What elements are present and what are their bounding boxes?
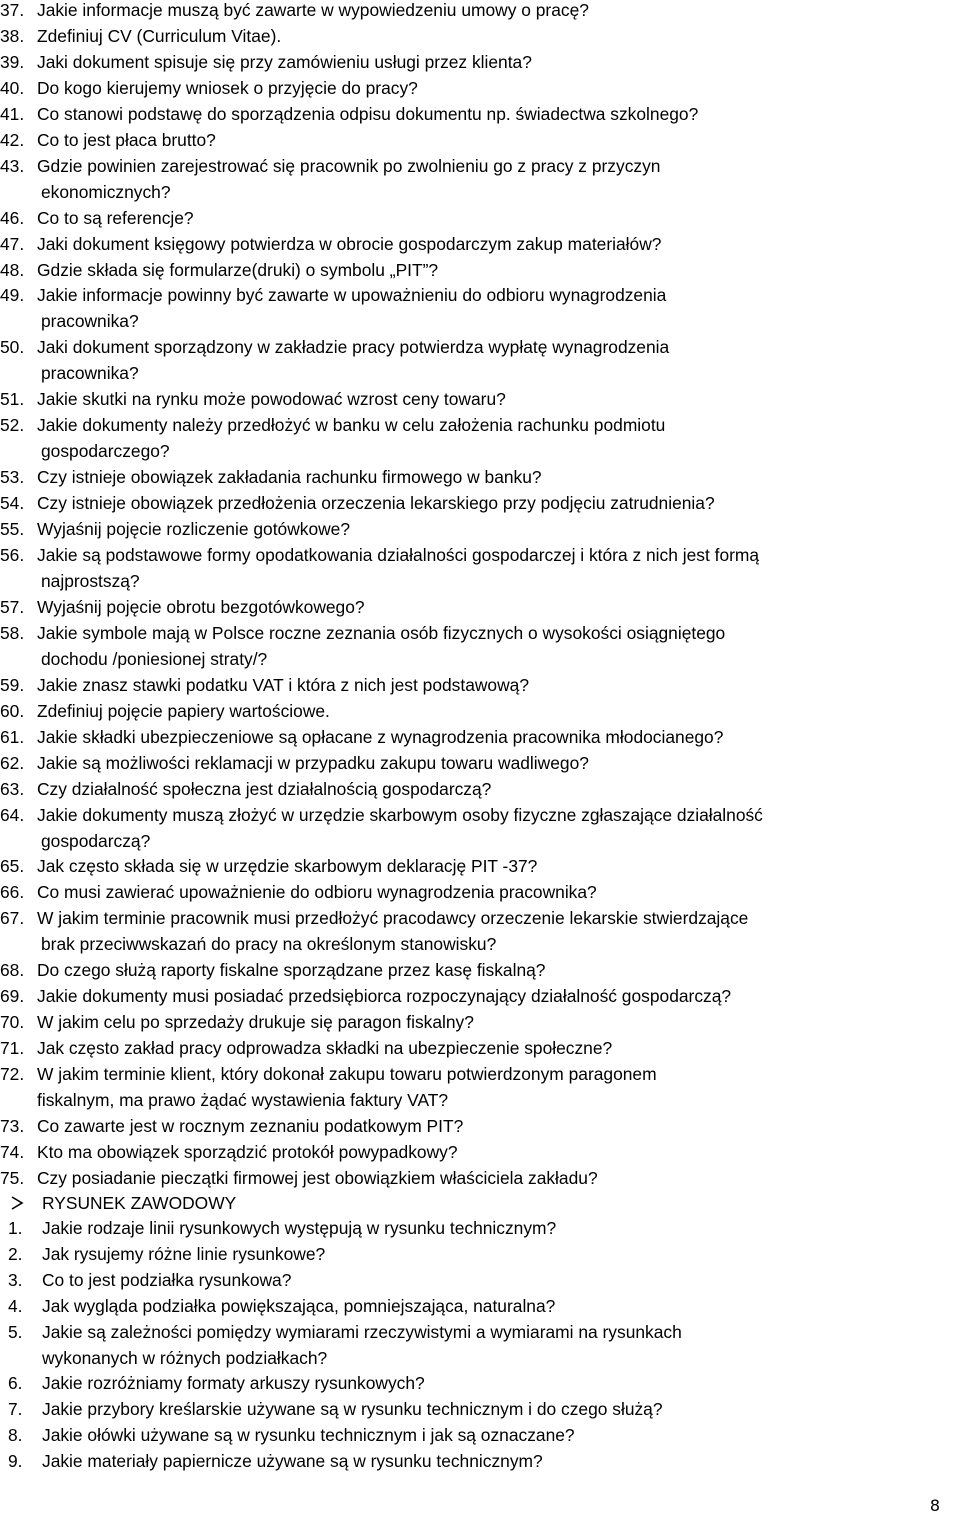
item-text: Do czego służą raporty fiskalne sporządzane przez kasę fiskalną?: [37, 960, 546, 981]
section-item: [0, 1242, 940, 1268]
item-number: 60.: [0, 700, 25, 721]
question-item: [0, 595, 958, 621]
question-item: [0, 1036, 958, 1062]
question-item: [0, 751, 958, 777]
item-number: 6.: [8, 1373, 23, 1394]
item-text: Gdzie powinien zarejestrować się pracownik po zwolnieniu go z pracy z przyczyn: [37, 155, 661, 176]
item-number: 54.: [0, 493, 25, 514]
section-list: [0, 1216, 940, 1475]
item-number: 47.: [0, 233, 25, 254]
question-item-continuation: [0, 309, 958, 335]
item-number: 46.: [0, 207, 25, 228]
question-item: [0, 413, 958, 439]
question-item: [0, 102, 958, 128]
item-number: 8.: [8, 1425, 23, 1446]
item-number: 67.: [0, 908, 25, 929]
item-text: ekonomicznych?: [41, 181, 171, 202]
item-number: 41.: [0, 103, 25, 124]
question-item: [0, 958, 958, 984]
item-text: W jakim celu po sprzedaży drukuje się paragon fiskalny?: [37, 1012, 474, 1033]
question-item-continuation: [0, 1088, 958, 1114]
item-text: Czy działalność społeczna jest działalnością gospodarczą?: [37, 778, 492, 799]
item-number: 74.: [0, 1141, 25, 1162]
item-text: Do kogo kierujemy wniosek o przyjęcie do pracy?: [37, 77, 418, 98]
item-number: 57.: [0, 596, 25, 617]
item-text: gospodarczego?: [41, 441, 170, 462]
question-item-continuation: [0, 361, 958, 387]
question-item: [0, 50, 958, 76]
item-text: Jakie skutki na rynku może powodować wzrost ceny towaru?: [37, 389, 506, 410]
item-number: 4.: [8, 1295, 23, 1316]
question-item: [0, 984, 958, 1010]
item-number: 71.: [0, 1038, 25, 1059]
question-item: [0, 1062, 958, 1088]
question-item: [0, 76, 958, 102]
item-number: 39.: [0, 51, 25, 72]
item-text: Co musi zawierać upoważnienie do odbioru wynagrodzenia pracownika?: [37, 882, 597, 903]
question-item: [0, 803, 958, 829]
item-number-spacer: [0, 439, 37, 465]
item-number-spacer: [0, 829, 37, 855]
item-text: brak przeciwwskazań do pracy na określonym stanowisku?: [41, 934, 497, 955]
section-heading: [0, 1190, 940, 1216]
item-number: 5.: [8, 1321, 23, 1342]
arrow-right-icon: [0, 1196, 42, 1210]
item-text: Co to jest podziałka rysunkowa?: [42, 1269, 292, 1290]
item-number: 63.: [0, 778, 25, 799]
question-item: [0, 621, 958, 647]
item-text: Wyjaśnij pojęcie obrotu bezgotówkowego?: [37, 596, 365, 617]
item-text: Jaki dokument sporządzony w zakładzie pracy potwierdza wypłatę wynagrodzenia: [37, 337, 670, 358]
question-item: [0, 880, 958, 906]
item-text: wykonanych w różnych podziałkach?: [42, 1347, 328, 1368]
item-number: 50.: [0, 337, 25, 358]
item-text: pracownika?: [41, 363, 139, 384]
page-number: 8: [929, 1496, 940, 1515]
item-text: W jakim terminie klient, który dokonał zakupu towaru potwierdzonym paragonem: [37, 1064, 657, 1085]
item-number-spacer: [0, 1346, 42, 1372]
item-number: 55.: [0, 519, 25, 540]
question-item: [0, 154, 958, 180]
question-item-continuation: [0, 932, 958, 958]
item-number: 65.: [0, 856, 25, 877]
item-number: 38.: [0, 25, 25, 46]
item-text: Gdzie składa się formularze(druki) o symbolu „PIT”?: [37, 259, 439, 280]
item-text: W jakim terminie pracownik musi przedłożyć pracodawcy orzeczenie lekarskie stwierdzające: [37, 908, 749, 929]
question-item: [0, 777, 958, 803]
item-text: Jakie informacje powinny być zawarte w upoważnieniu do odbioru wynagrodzenia: [37, 285, 667, 306]
question-item: [0, 491, 958, 517]
question-item: [0, 517, 958, 543]
section-title: RYSUNEK ZAWODOWY: [42, 1192, 237, 1213]
item-text: Jakie symbole mają w Polsce roczne zeznania osób fizycznych o wysokości osiągniętego: [37, 622, 726, 643]
item-number: 68.: [0, 960, 25, 981]
item-text: pracownika?: [41, 311, 139, 332]
item-text: najprostszą?: [41, 570, 140, 591]
question-item: [0, 232, 958, 258]
item-number: 62.: [0, 752, 25, 773]
item-number: 56.: [0, 545, 25, 566]
question-item-continuation: [0, 829, 958, 855]
item-number: 72.: [0, 1064, 25, 1085]
item-text: Jakie rozróżniamy formaty arkuszy rysunkowych?: [42, 1373, 425, 1394]
item-number: 43.: [0, 155, 25, 176]
item-number-spacer: [0, 1088, 37, 1114]
item-number: 40.: [0, 77, 25, 98]
item-number: 37.: [0, 0, 25, 20]
item-number-spacer: [0, 932, 37, 958]
item-number: 64.: [0, 804, 25, 825]
question-item-continuation: [0, 569, 958, 595]
section-item: [0, 1216, 940, 1242]
section-item-continuation: [0, 1346, 940, 1372]
section-item: [0, 1397, 940, 1423]
item-number: 49.: [0, 285, 25, 306]
question-item: [0, 283, 958, 309]
item-number: 58.: [0, 622, 25, 643]
question-item: [0, 673, 958, 699]
section-item: [0, 1449, 940, 1475]
question-item-continuation: [0, 439, 958, 465]
item-number-spacer: [0, 647, 37, 673]
item-text: Jak często zakład pracy odprowadza składki na ubezpieczenie społeczne?: [37, 1038, 613, 1059]
item-text: Co stanowi podstawę do sporządzenia odpisu dokumentu np. świadectwa szkolnego?: [37, 103, 699, 124]
item-number: 42.: [0, 129, 25, 150]
item-number: 69.: [0, 986, 25, 1007]
question-item: [0, 258, 958, 284]
question-item-continuation: [0, 647, 958, 673]
item-text: Wyjaśnij pojęcie rozliczenie gotówkowe?: [37, 519, 351, 540]
item-number: 1.: [8, 1218, 23, 1238]
item-text: Jakie informacje muszą być zawarte w wypowiedzeniu umowy o pracę?: [37, 0, 589, 20]
item-text: Jakie rodzaje linii rysunkowych występują w rysunku technicznym?: [42, 1218, 557, 1238]
question-item: [0, 1010, 958, 1036]
item-number: 75.: [0, 1167, 25, 1188]
item-text: Jakie dokumenty należy przedłożyć w banku w celu założenia rachunku podmiotu: [37, 415, 666, 436]
question-item: [0, 1140, 958, 1166]
item-number: 7.: [8, 1399, 23, 1420]
item-text: Jakie przybory kreślarskie używane są w rysunku technicznym i do czego służą?: [42, 1399, 663, 1420]
question-item: [0, 1166, 958, 1192]
item-text: Co zawarte jest w rocznym zeznaniu podatkowym PIT?: [37, 1115, 464, 1136]
item-number-spacer: [0, 180, 37, 206]
question-item: [0, 0, 958, 24]
section-rysunek-zawodowy: [0, 1190, 940, 1475]
item-text: Jakie ołówki używane są w rysunku technicznym i jak są oznaczane?: [42, 1425, 575, 1446]
item-number: 53.: [0, 467, 25, 488]
item-text: Jaki dokument księgowy potwierdza w obrocie gospodarczym zakup materiałów?: [37, 233, 662, 254]
item-text: Co to jest płaca brutto?: [37, 129, 216, 150]
item-text: dochodu /poniesionej straty/?: [41, 648, 268, 669]
section-item: [0, 1294, 940, 1320]
item-text: Jakie znasz stawki podatku VAT i która z nich jest podstawową?: [37, 674, 530, 695]
item-number: 59.: [0, 674, 25, 695]
item-text: gospodarczą?: [41, 830, 151, 851]
question-item: [0, 1114, 958, 1140]
item-number: 73.: [0, 1115, 25, 1136]
item-text: Jaki dokument spisuje się przy zamówieniu usługi przez klienta?: [37, 51, 532, 72]
section-item: [0, 1423, 940, 1449]
item-text: Jakie dokumenty muszą złożyć w urzędzie skarbowym osoby fizyczne zgłaszające działalność: [37, 804, 763, 825]
item-text: Zdefiniuj CV (Curriculum Vitae).: [37, 25, 282, 46]
section-item: [0, 1320, 940, 1346]
question-item-continuation: [0, 180, 958, 206]
question-item: [0, 543, 958, 569]
question-item: [0, 206, 958, 232]
question-item: [0, 24, 958, 50]
item-text: fiskalnym, ma prawo żądać wystawienia faktury VAT?: [37, 1090, 449, 1111]
item-number: 61.: [0, 726, 25, 747]
item-number: 51.: [0, 389, 25, 410]
item-text: Czy istnieje obowiązek zakładania rachunku firmowego w banku?: [37, 467, 542, 488]
question-item: [0, 335, 958, 361]
question-item: [0, 906, 958, 932]
question-item: [0, 387, 958, 413]
item-number-spacer: [0, 361, 37, 387]
section-item: [0, 1371, 940, 1397]
item-text: Jak wygląda podziałka powiększająca, pomniejszająca, naturalna?: [42, 1295, 556, 1316]
question-item: [0, 465, 958, 491]
item-number: 3.: [8, 1269, 23, 1290]
item-number-spacer: [0, 309, 37, 335]
item-number: 52.: [0, 415, 25, 436]
item-text: Jak rysujemy różne linie rysunkowe?: [42, 1243, 326, 1264]
item-text: Zdefiniuj pojęcie papiery wartościowe.: [37, 700, 330, 721]
item-text: Kto ma obowiązek sporządzić protokół powypadkowy?: [37, 1141, 458, 1162]
item-text: Jak często składa się w urzędzie skarbowym deklarację PIT -37?: [37, 856, 538, 877]
item-text: Jakie dokumenty musi posiadać przedsiębiorca rozpoczynający działalność gospodarczą?: [37, 986, 732, 1007]
item-text: Co to są referencje?: [37, 207, 194, 228]
question-item: [0, 725, 958, 751]
item-text: Czy istnieje obowiązek przedłożenia orzeczenia lekarskiego przy podjęciu zatrudnienia?: [37, 493, 715, 514]
item-number: 70.: [0, 1012, 25, 1033]
item-number: 66.: [0, 882, 25, 903]
item-number: 2.: [8, 1243, 23, 1264]
item-text: Jakie są możliwości reklamacji w przypadku zakupu towaru wadliwego?: [37, 752, 589, 773]
item-text: Jakie są zależności pomiędzy wymiarami rzeczywistymi a wymiarami na rysunkach: [42, 1321, 682, 1342]
question-item: [0, 699, 958, 725]
item-number-spacer: [0, 569, 37, 595]
item-number: 48.: [0, 259, 25, 280]
item-text: Jakie składki ubezpieczeniowe są opłacane z wynagrodzenia pracownika młodocianego?: [37, 726, 724, 747]
item-text: Jakie są podstawowe formy opodatkowania działalności gospodarczej i która z nich jest formą: [37, 545, 760, 566]
question-item: [0, 854, 958, 880]
item-text: Jakie materiały papiernicze używane są w rysunku technicznym?: [42, 1451, 543, 1472]
item-number: 9.: [8, 1451, 23, 1472]
section-item: [0, 1268, 940, 1294]
item-text: Czy posiadanie pieczątki firmowej jest obowiązkiem właściciela zakładu?: [37, 1167, 598, 1188]
question-item: [0, 128, 958, 154]
